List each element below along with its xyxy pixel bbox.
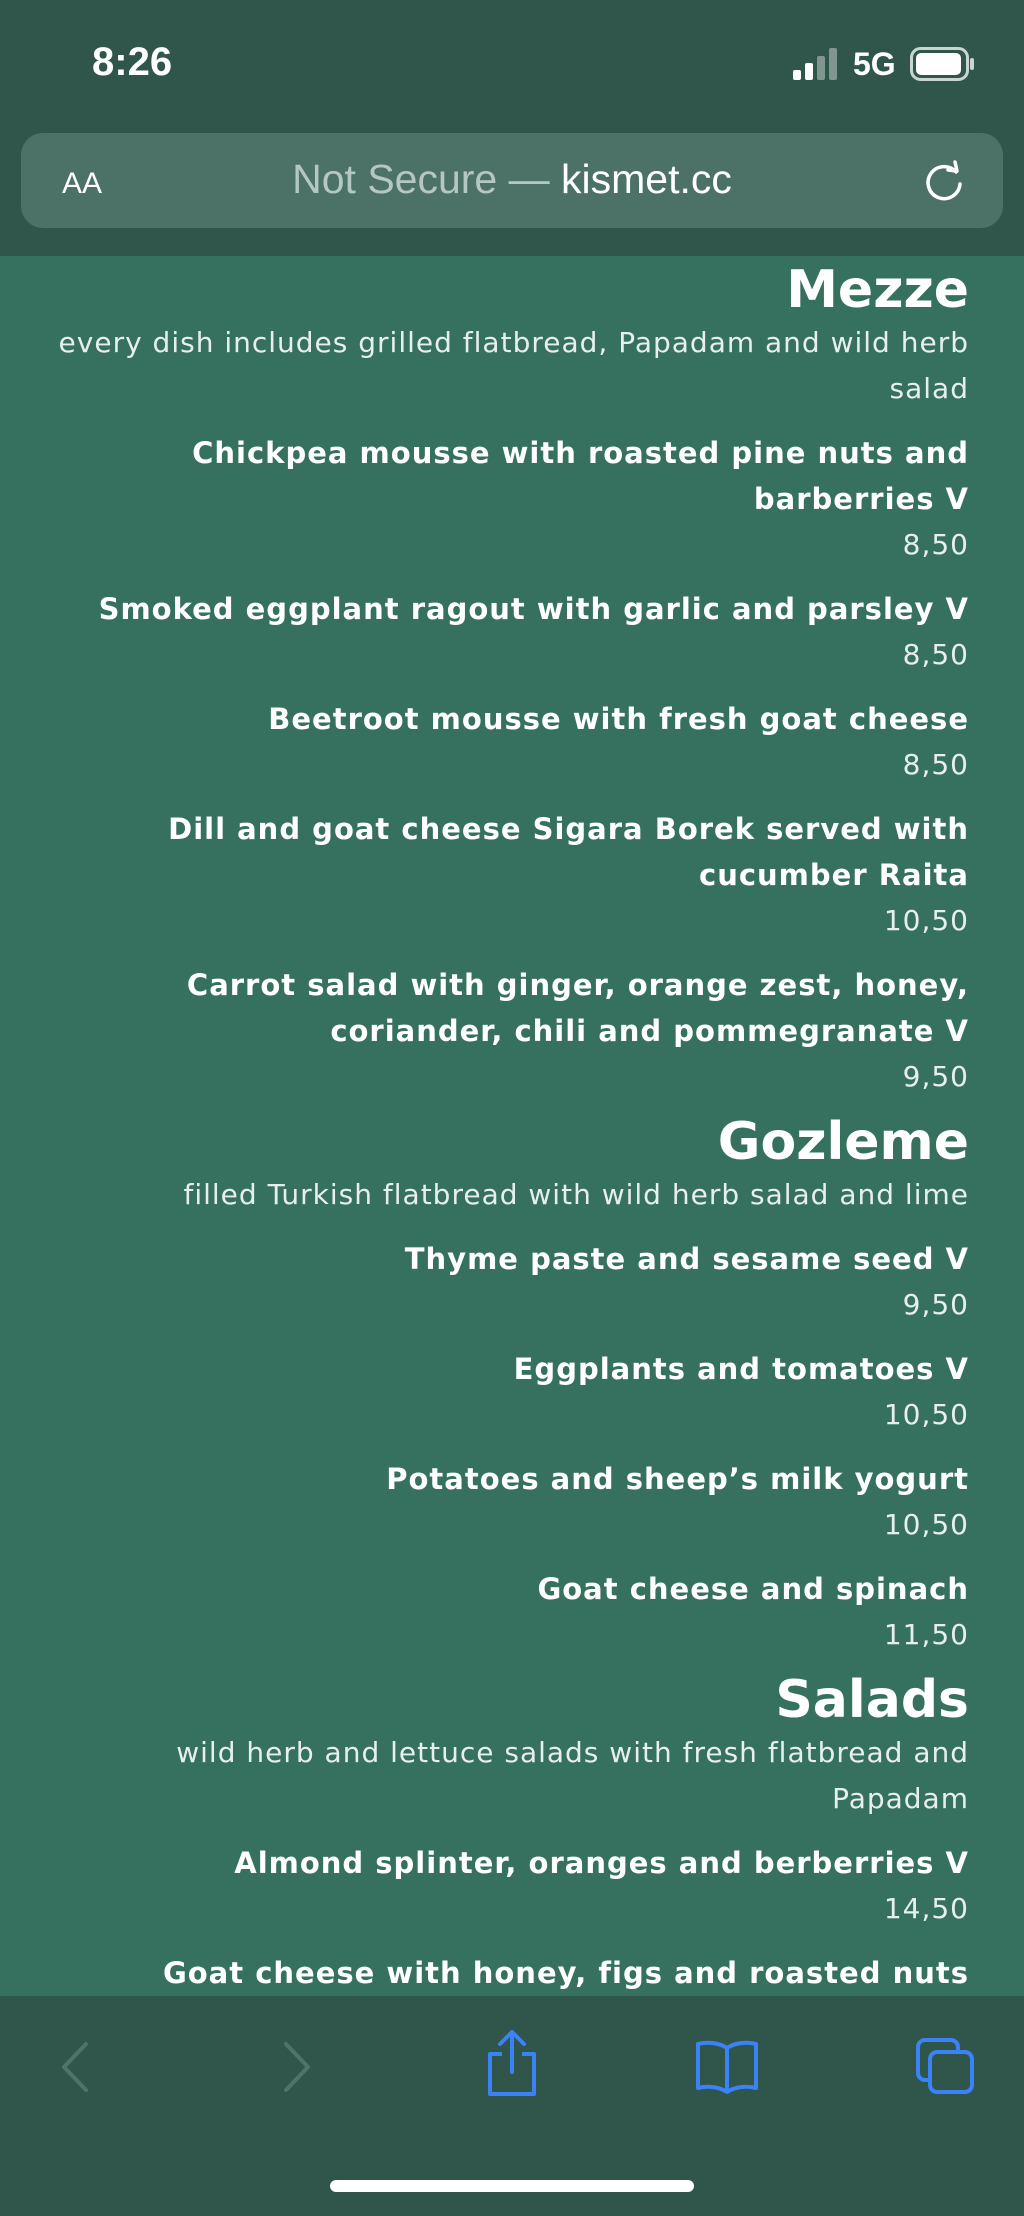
bookmarks-icon[interactable] [694,2038,760,2094]
battery-icon [910,47,976,81]
tabs-icon[interactable] [914,2036,976,2096]
share-icon[interactable] [484,2028,540,2098]
menu-item-price: 8,50 [902,638,969,671]
menu-item [39,1840,969,1932]
menu-item-name: Dill and goat cheese Sigara Borek served with cucumber Raita [168,812,969,892]
menu-section [39,260,969,1100]
menu-item-name: Beetroot mousse with fresh goat cheese [268,702,969,736]
reload-icon[interactable] [922,158,966,204]
menu-item-price: 9,50 [902,1288,969,1321]
menu-item-name: Smoked eggplant ragout with garlic and parsley V [98,592,969,626]
menu-section [39,1670,969,2042]
menu-item-name: Goat cheese and spinach [537,1572,969,1606]
status-time: 8:26 [92,40,173,84]
menu [39,260,969,2042]
menu-item [39,1346,969,1438]
menu-item [39,962,969,1100]
menu-item-name: Thyme paste and sesame seed V [404,1242,969,1276]
cellular-signal-icon [793,48,839,80]
menu-item-name: Carrot salad with ginger, orange zest, honey, coriander, chili and pommegranate V [186,968,969,1048]
menu-item-price: 11,50 [883,1618,969,1651]
section-subtitle: filled Turkish flatbread with wild herb salad and lime [183,1178,969,1211]
menu-item [39,430,969,568]
web-content [0,256,1024,1996]
section-title: Mezze [786,260,969,320]
menu-item-price: 9,50 [902,1060,969,1093]
section-title: Gozleme [717,1112,969,1172]
menu-item-name: Goat cheese with honey, figs and roasted nuts [162,1956,969,1990]
url-display[interactable] [180,156,844,203]
menu-section [39,1112,969,1658]
text-size-button[interactable] [62,158,102,203]
forward-icon[interactable] [280,2040,314,2094]
menu-item-price: 8,50 [902,748,969,781]
section-title: Salads [775,1670,969,1730]
menu-item [39,1456,969,1548]
section-subtitle: wild herb and lettuce salads with fresh flatbread and Papadam [176,1736,969,1815]
menu-item-name: Almond splinter, oranges and berberries V [234,1846,969,1880]
back-icon[interactable] [58,2040,92,2094]
menu-item [39,696,969,788]
menu-item-name: Chickpea mousse with roasted pine nuts and barberries V [192,436,969,516]
menu-item [39,806,969,944]
menu-item-price: 10,50 [883,1508,969,1541]
menu-item-price: 10,50 [883,904,969,937]
network-type: 5G [853,46,896,82]
menu-item-name: Eggplants and tomatoes V [513,1352,969,1386]
url-security-label: Not Secure — [292,156,562,202]
text-size-label: AA [62,167,103,200]
section-subtitle: every dish includes grilled flatbread, Papadam and wild herb salad [58,326,969,405]
home-indicator [330,2180,694,2192]
menu-item-price: 10,50 [883,1398,969,1431]
url-host: kismet.cc [561,156,732,202]
menu-item-name: Potatoes and sheep’s milk yogurt [386,1462,969,1496]
menu-item [39,586,969,678]
menu-item-price: 8,50 [902,528,969,561]
menu-item [39,1236,969,1328]
menu-item-price: 14,50 [883,1892,969,1925]
menu-item [39,1566,969,1658]
